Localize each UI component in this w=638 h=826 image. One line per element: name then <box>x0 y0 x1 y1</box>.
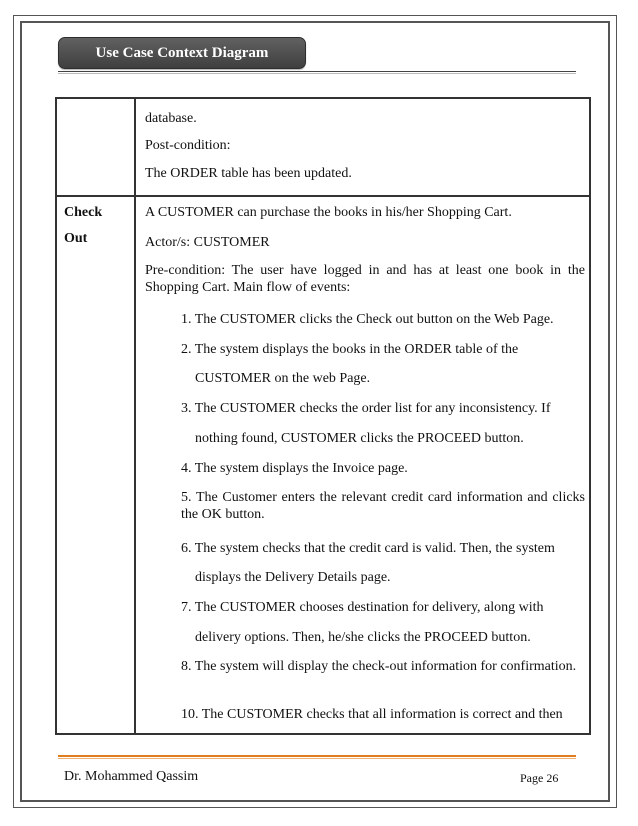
footer-page-number: Page 26 <box>520 771 559 785</box>
step-1: 1. The CUSTOMER clicks the Check out button on the Web Page. <box>181 312 554 327</box>
row1-line-order-updated: The ORDER table has been updated. <box>145 166 352 181</box>
step-3-line2: nothing found, CUSTOMER clicks the PROCEED button. <box>195 431 524 446</box>
checkout-actors: Actor/s: CUSTOMER <box>145 235 270 250</box>
table-row-divider <box>55 195 591 197</box>
section-header <box>58 37 306 69</box>
step-10: 10. The CUSTOMER checks that all information is correct and then <box>181 707 563 722</box>
checkout-precondition: Pre-condition: The user have logged in and has at least one book in the Shopping Cart. Main flow of events: <box>145 263 585 295</box>
header-rule <box>58 71 576 72</box>
table-column-divider <box>134 97 136 735</box>
step-4: 4. The system displays the Invoice page. <box>181 461 408 476</box>
footer-rule <box>58 755 576 757</box>
step-6-line1: 6. The system checks that the credit card is valid. Then, the system <box>181 541 555 556</box>
footer-author: Dr. Mohammed Qassim <box>64 769 199 784</box>
footer-rule-light <box>58 758 576 759</box>
step-2-line1: 2. The system displays the books in the ORDER table of the <box>181 342 519 357</box>
row1-line-postcondition: Post-condition: <box>145 138 231 153</box>
row2-label-out: Out <box>64 231 88 246</box>
checkout-intro: A CUSTOMER can purchase the books in his/her Shopping Cart. <box>145 205 512 220</box>
step-7-line1: 7. The CUSTOMER chooses destination for delivery, along with <box>181 600 544 615</box>
row1-line-database: database. <box>145 111 197 126</box>
step-8: 8. The system will display the check-out information for confirmation. <box>181 659 577 674</box>
step-3-line1: 3. The CUSTOMER checks the order list for any inconsistency. If <box>181 401 551 416</box>
header-rule-shadow <box>58 73 576 74</box>
step-5: 5. The Customer enters the relevant credit card information and clicks the OK button. <box>181 490 585 522</box>
step-7-line2: delivery options. Then, he/she clicks the PROCEED button. <box>195 630 531 645</box>
row2-label-check: Check <box>64 205 103 220</box>
section-header-title: Use Case Context Diagram <box>95 44 269 61</box>
step-6-line2: displays the Delivery Details page. <box>195 570 391 585</box>
step-2-line2: CUSTOMER on the web Page. <box>195 371 371 386</box>
